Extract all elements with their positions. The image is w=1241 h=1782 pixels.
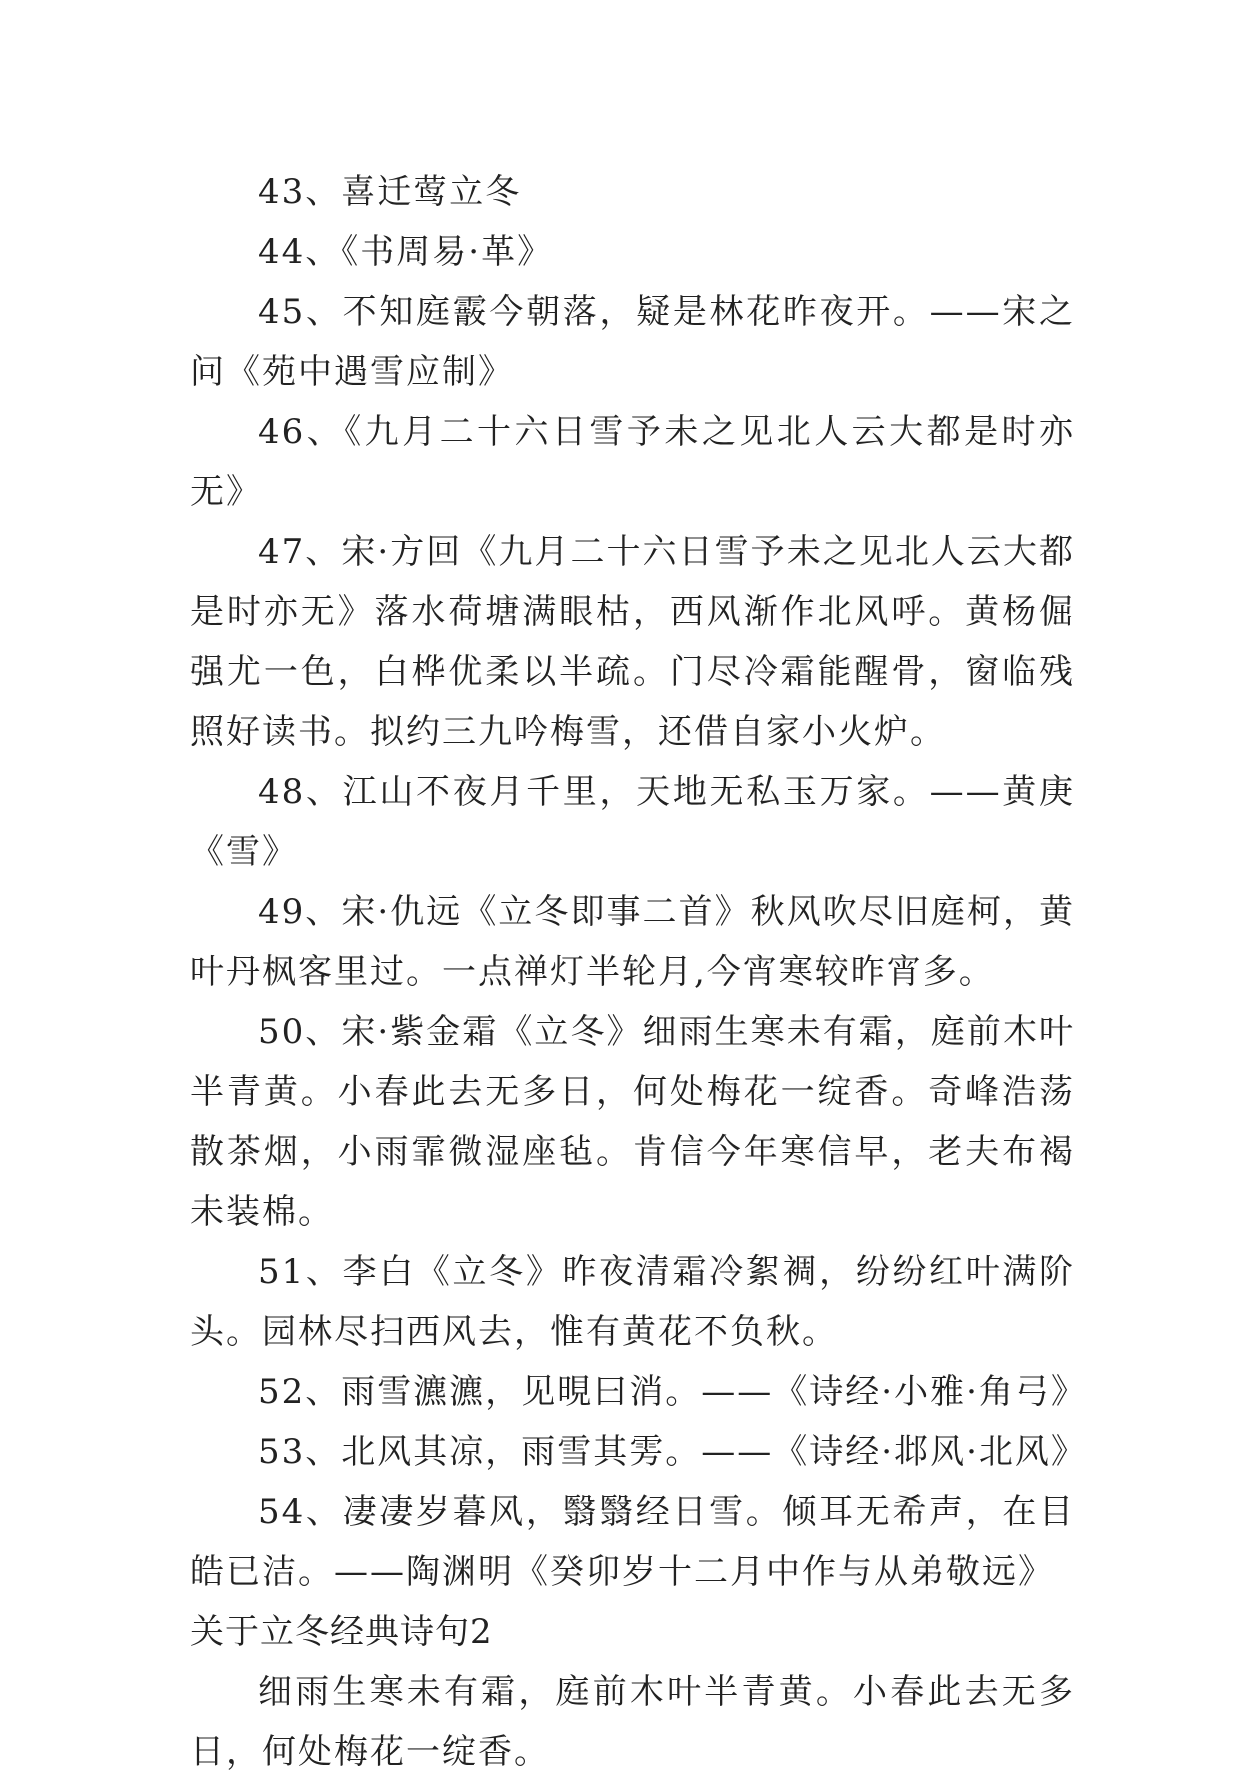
list-item-48: 48、江山不夜月千里，天地无私玉万家。——黄庚《雪》 (190, 772, 1075, 872)
list-item-46: 46、《九月二十六日雪予未之见北人云大都是时亦无》 (190, 412, 1075, 512)
section-heading: 关于立冬经典诗句2 (190, 1612, 493, 1652)
list-item-44: 44、《书周易·革》 (258, 232, 554, 272)
list-item-51: 51、李白《立冬》昨夜清霜冷絮裯，纷纷红叶满阶头。园林尽扫西风去，惟有黄花不负秋。 (190, 1252, 1075, 1352)
document-body (190, 162, 1087, 1782)
section-paragraph: 细雨生寒未有霜，庭前木叶半青黄。小春此去无多日，何处梅花一绽香。 (190, 1672, 1075, 1772)
list-item-53: 53、北风其凉，雨雪其雱。——《诗经·邶风·北风》 (258, 1432, 1087, 1472)
list-item-52: 52、雨雪瀌瀌，见晛曰消。——《诗经·小雅·角弓》 (258, 1372, 1087, 1412)
list-item-43: 43、喜迁莺立冬 (258, 172, 522, 212)
list-item-49: 49、宋·仇远《立冬即事二首》秋风吹尽旧庭柯，黄叶丹枫客里过。一点禅灯半轮月,今宵寒较昨宵多。 (190, 892, 1075, 992)
list-item-47: 47、宋·方回《九月二十六日雪予未之见北人云大都是时亦无》落水荷塘满眼枯，西风渐作北风呼。黄杨倔强尤一色，白桦优柔以半疏。门尽冷霜能醒骨，窗临残照好读书。拟约三九吟梅雪，还借自家小火炉。 (190, 532, 1075, 752)
list-item-45: 45、不知庭霰今朝落，疑是林花昨夜开。——宋之问《苑中遇雪应制》 (190, 292, 1075, 392)
list-item-50: 50、宋·紫金霜《立冬》细雨生寒未有霜，庭前木叶半青黄。小春此去无多日，何处梅花一绽香。奇峰浩荡散茶烟，小雨霏微湿座毡。肯信今年寒信早，老夫布褐未装棉。 (190, 1012, 1075, 1232)
list-item-54: 54、凄凄岁暮风，翳翳经日雪。倾耳无希声，在目皓已洁。——陶渊明《癸卯岁十二月中作与从弟敬远》 (190, 1492, 1075, 1592)
